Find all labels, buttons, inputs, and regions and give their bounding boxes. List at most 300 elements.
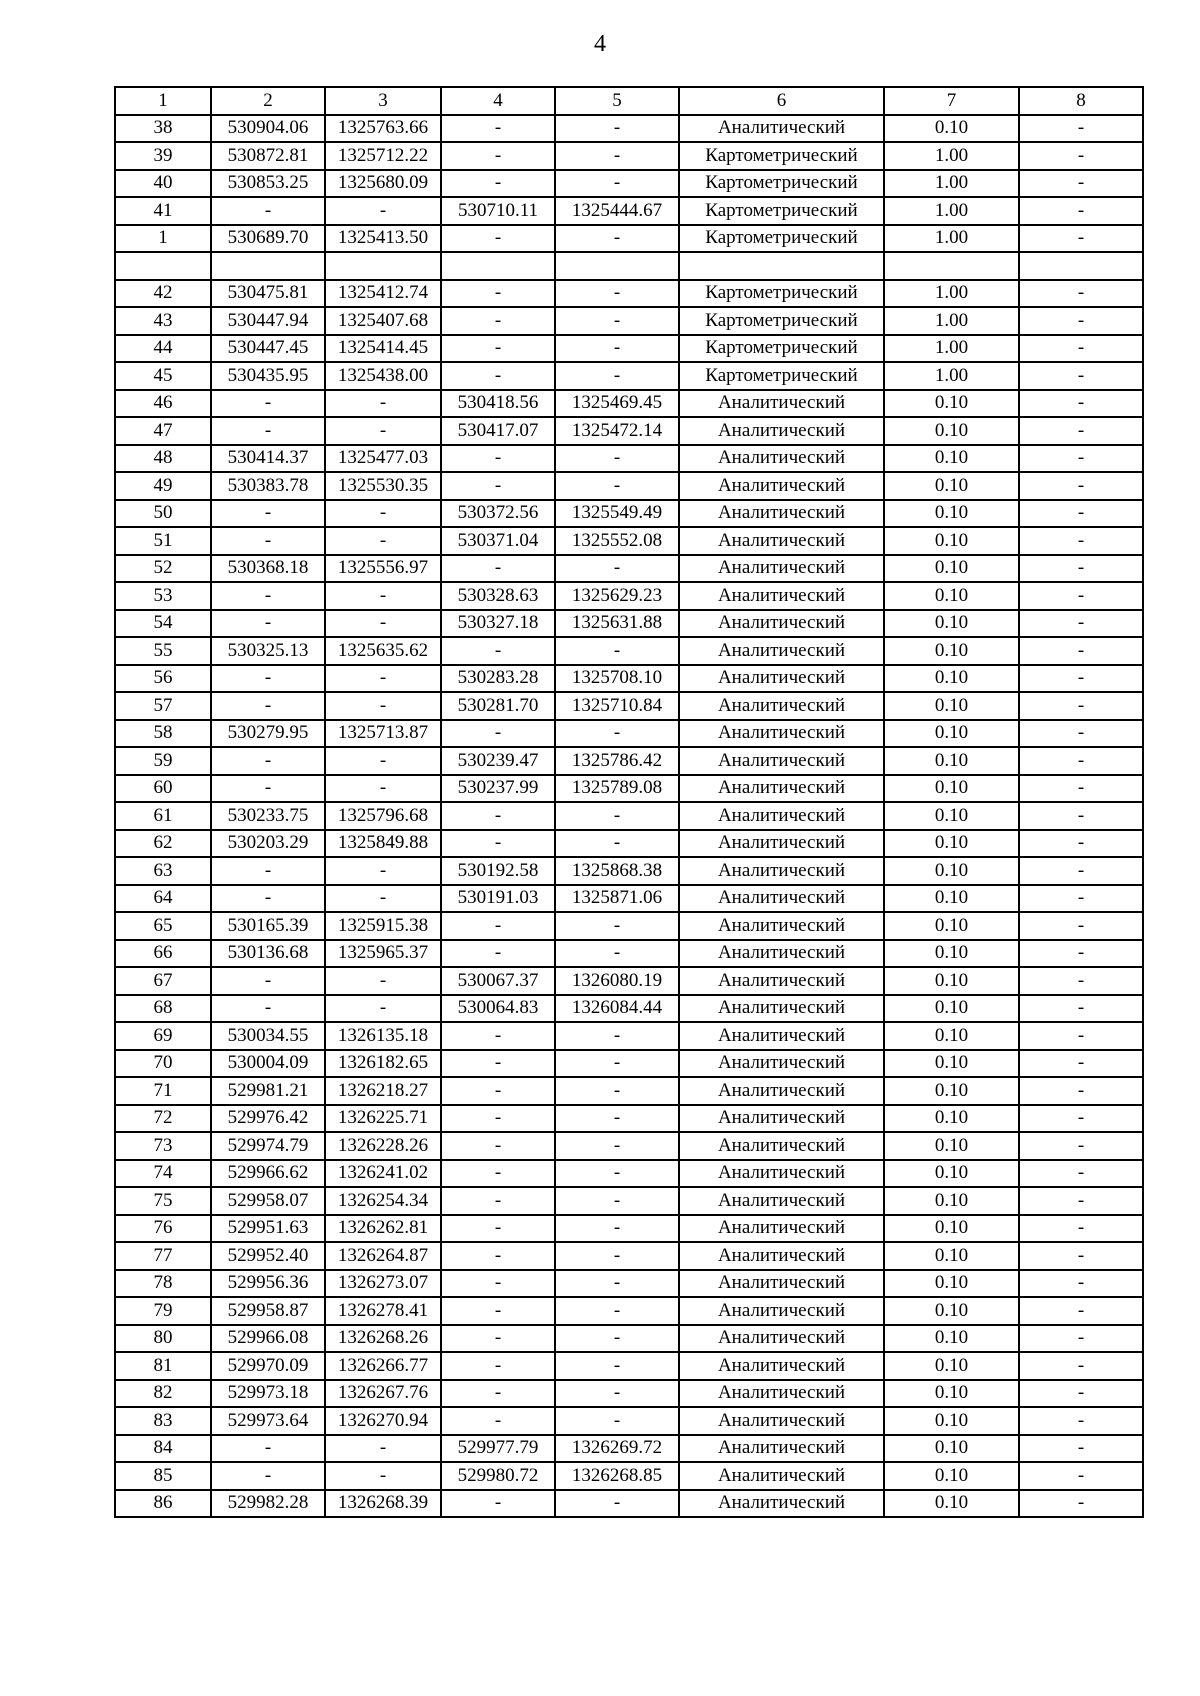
method-cell: Аналитический — [679, 1270, 884, 1298]
accuracy-cell: 0.10 — [884, 500, 1019, 528]
table-row — [115, 555, 1143, 583]
accuracy-cell: 0.10 — [884, 1270, 1019, 1298]
y-coordinate-cell: 1325849.88 — [325, 830, 441, 858]
note-cell: - — [1019, 1105, 1143, 1133]
x-coordinate-cell: - — [211, 885, 325, 913]
y-coordinate-cell: - — [325, 417, 441, 445]
method-cell: Аналитический — [679, 1407, 884, 1435]
table-row — [115, 500, 1143, 528]
method-cell: Аналитический — [679, 1462, 884, 1490]
note-cell: - — [1019, 830, 1143, 858]
table-row — [115, 280, 1143, 308]
y-coordinate-cell: 1325712.22 — [325, 142, 441, 170]
table-body — [115, 115, 1143, 1518]
table-row — [115, 445, 1143, 473]
table-row — [115, 582, 1143, 610]
y-coordinate-cell: 1326270.94 — [325, 1407, 441, 1435]
y-coordinate-alt-cell: - — [555, 335, 679, 363]
point-number-cell: 48 — [115, 445, 211, 473]
accuracy-cell: 0.10 — [884, 1242, 1019, 1270]
accuracy-cell: 0.10 — [884, 665, 1019, 693]
y-coordinate-alt-cell: - — [555, 1242, 679, 1270]
x-coordinate-alt-cell: 530327.18 — [441, 610, 555, 638]
x-coordinate-alt-cell: 529977.79 — [441, 1435, 555, 1463]
note-cell: - — [1019, 1407, 1143, 1435]
x-coordinate-alt-cell — [441, 252, 555, 280]
x-coordinate-cell: 530233.75 — [211, 802, 325, 830]
y-coordinate-cell: 1325477.03 — [325, 445, 441, 473]
x-coordinate-cell: 530325.13 — [211, 637, 325, 665]
y-coordinate-alt-cell: - — [555, 1407, 679, 1435]
x-coordinate-cell: 530414.37 — [211, 445, 325, 473]
x-coordinate-alt-cell: 530064.83 — [441, 995, 555, 1023]
point-number-cell: 68 — [115, 995, 211, 1023]
x-coordinate-alt-cell: - — [441, 1215, 555, 1243]
y-coordinate-cell: 1326264.87 — [325, 1242, 441, 1270]
note-cell: - — [1019, 775, 1143, 803]
note-cell: - — [1019, 1215, 1143, 1243]
point-number-cell: 51 — [115, 527, 211, 555]
method-cell: Аналитический — [679, 1297, 884, 1325]
table-row — [115, 1160, 1143, 1188]
x-coordinate-alt-cell: - — [441, 802, 555, 830]
point-number-cell: 57 — [115, 692, 211, 720]
x-coordinate-alt-cell: - — [441, 912, 555, 940]
accuracy-cell: 0.10 — [884, 1105, 1019, 1133]
y-coordinate-cell: - — [325, 692, 441, 720]
table-row — [115, 637, 1143, 665]
table-row — [115, 527, 1143, 555]
y-coordinate-cell: - — [325, 1435, 441, 1463]
table-row — [115, 335, 1143, 363]
x-coordinate-cell: 530165.39 — [211, 912, 325, 940]
table-row — [115, 1380, 1143, 1408]
point-number-cell: 86 — [115, 1490, 211, 1518]
x-coordinate-alt-cell: - — [441, 1352, 555, 1380]
note-cell: - — [1019, 500, 1143, 528]
accuracy-cell: 0.10 — [884, 1022, 1019, 1050]
x-coordinate-alt-cell: 530328.63 — [441, 582, 555, 610]
y-coordinate-alt-cell: - — [555, 1160, 679, 1188]
point-number-cell: 82 — [115, 1380, 211, 1408]
y-coordinate-cell: 1326267.76 — [325, 1380, 441, 1408]
y-coordinate-alt-cell: 1325549.49 — [555, 500, 679, 528]
table-row — [115, 225, 1143, 253]
table-row — [115, 1022, 1143, 1050]
y-coordinate-cell: - — [325, 857, 441, 885]
method-cell: Картометрический — [679, 335, 884, 363]
point-number-cell: 79 — [115, 1297, 211, 1325]
column-header-7: 7 — [884, 87, 1019, 115]
note-cell: - — [1019, 610, 1143, 638]
page-number: 4 — [594, 31, 606, 57]
x-coordinate-alt-cell: - — [441, 225, 555, 253]
y-coordinate-cell: - — [325, 967, 441, 995]
accuracy-cell: 0.10 — [884, 390, 1019, 418]
accuracy-cell: 0.10 — [884, 940, 1019, 968]
x-coordinate-alt-cell: - — [441, 637, 555, 665]
accuracy-cell: 0.10 — [884, 115, 1019, 143]
y-coordinate-alt-cell: 1325789.08 — [555, 775, 679, 803]
method-cell: Аналитический — [679, 445, 884, 473]
method-cell: Аналитический — [679, 1435, 884, 1463]
x-coordinate-cell: - — [211, 747, 325, 775]
y-coordinate-cell: - — [325, 665, 441, 693]
y-coordinate-cell: 1326218.27 — [325, 1077, 441, 1105]
note-cell: - — [1019, 1077, 1143, 1105]
x-coordinate-cell: - — [211, 1435, 325, 1463]
x-coordinate-alt-cell: - — [441, 1187, 555, 1215]
coordinates-table — [114, 86, 1144, 1518]
x-coordinate-alt-cell: 530417.07 — [441, 417, 555, 445]
method-cell: Аналитический — [679, 1160, 884, 1188]
table-row — [115, 995, 1143, 1023]
accuracy-cell: 0.10 — [884, 610, 1019, 638]
y-coordinate-alt-cell — [555, 252, 679, 280]
x-coordinate-cell: 529952.40 — [211, 1242, 325, 1270]
method-cell: Аналитический — [679, 830, 884, 858]
table-row — [115, 940, 1143, 968]
y-coordinate-alt-cell: 1325710.84 — [555, 692, 679, 720]
table-row — [115, 857, 1143, 885]
method-cell: Аналитический — [679, 857, 884, 885]
table-row — [115, 912, 1143, 940]
y-coordinate-alt-cell: - — [555, 472, 679, 500]
x-coordinate-cell: 529958.07 — [211, 1187, 325, 1215]
method-cell: Аналитический — [679, 610, 884, 638]
method-cell: Аналитический — [679, 1242, 884, 1270]
y-coordinate-cell: - — [325, 610, 441, 638]
accuracy-cell: 0.10 — [884, 1407, 1019, 1435]
table-row — [115, 1435, 1143, 1463]
note-cell: - — [1019, 1490, 1143, 1518]
accuracy-cell: 1.00 — [884, 335, 1019, 363]
method-cell: Картометрический — [679, 307, 884, 335]
point-number-cell: 1 — [115, 225, 211, 253]
accuracy-cell: 1.00 — [884, 280, 1019, 308]
point-number-cell: 41 — [115, 197, 211, 225]
y-coordinate-alt-cell: - — [555, 802, 679, 830]
y-coordinate-alt-cell: - — [555, 1132, 679, 1160]
method-cell: Аналитический — [679, 1187, 884, 1215]
table-row — [115, 830, 1143, 858]
point-number-cell: 59 — [115, 747, 211, 775]
point-number-cell: 50 — [115, 500, 211, 528]
note-cell: - — [1019, 802, 1143, 830]
y-coordinate-cell: 1326228.26 — [325, 1132, 441, 1160]
y-coordinate-alt-cell: - — [555, 115, 679, 143]
x-coordinate-cell: 530689.70 — [211, 225, 325, 253]
accuracy-cell: 0.10 — [884, 582, 1019, 610]
point-number-cell: 71 — [115, 1077, 211, 1105]
note-cell: - — [1019, 720, 1143, 748]
x-coordinate-cell: 530872.81 — [211, 142, 325, 170]
note-cell: - — [1019, 115, 1143, 143]
x-coordinate-cell: - — [211, 995, 325, 1023]
point-number-cell: 55 — [115, 637, 211, 665]
column-header-8: 8 — [1019, 87, 1143, 115]
note-cell: - — [1019, 1325, 1143, 1353]
x-coordinate-cell: - — [211, 665, 325, 693]
method-cell: Аналитический — [679, 1050, 884, 1078]
y-coordinate-alt-cell: - — [555, 1297, 679, 1325]
note-cell: - — [1019, 472, 1143, 500]
table-row — [115, 1270, 1143, 1298]
y-coordinate-alt-cell: 1325552.08 — [555, 527, 679, 555]
x-coordinate-alt-cell: - — [441, 1407, 555, 1435]
x-coordinate-alt-cell: - — [441, 1380, 555, 1408]
x-coordinate-cell: - — [211, 417, 325, 445]
note-cell: - — [1019, 1270, 1143, 1298]
method-cell: Аналитический — [679, 940, 884, 968]
accuracy-cell: 0.10 — [884, 830, 1019, 858]
point-number-cell: 56 — [115, 665, 211, 693]
x-coordinate-alt-cell: 530067.37 — [441, 967, 555, 995]
point-number-cell: 43 — [115, 307, 211, 335]
note-cell: - — [1019, 1297, 1143, 1325]
y-coordinate-cell: 1325635.62 — [325, 637, 441, 665]
table-row — [115, 802, 1143, 830]
y-coordinate-alt-cell: 1325708.10 — [555, 665, 679, 693]
point-number-cell: 38 — [115, 115, 211, 143]
y-coordinate-cell: - — [325, 885, 441, 913]
y-coordinate-cell: 1325413.50 — [325, 225, 441, 253]
note-cell: - — [1019, 1242, 1143, 1270]
method-cell: Аналитический — [679, 747, 884, 775]
x-coordinate-cell: 530034.55 — [211, 1022, 325, 1050]
x-coordinate-cell: 530368.18 — [211, 555, 325, 583]
accuracy-cell: 1.00 — [884, 197, 1019, 225]
y-coordinate-alt-cell: 1325629.23 — [555, 582, 679, 610]
y-coordinate-cell: - — [325, 995, 441, 1023]
x-coordinate-alt-cell: 530283.28 — [441, 665, 555, 693]
method-cell: Аналитический — [679, 720, 884, 748]
x-coordinate-alt-cell: 530281.70 — [441, 692, 555, 720]
table-row — [115, 417, 1143, 445]
note-cell: - — [1019, 555, 1143, 583]
note-cell: - — [1019, 197, 1143, 225]
accuracy-cell: 0.10 — [884, 857, 1019, 885]
table-row — [115, 1187, 1143, 1215]
note-cell: - — [1019, 1132, 1143, 1160]
x-coordinate-alt-cell: - — [441, 940, 555, 968]
method-cell: Картометрический — [679, 197, 884, 225]
accuracy-cell: 0.10 — [884, 1160, 1019, 1188]
note-cell: - — [1019, 1050, 1143, 1078]
y-coordinate-alt-cell: - — [555, 170, 679, 198]
y-coordinate-alt-cell: - — [555, 445, 679, 473]
x-coordinate-alt-cell: - — [441, 720, 555, 748]
accuracy-cell: 1.00 — [884, 225, 1019, 253]
x-coordinate-cell: 529956.36 — [211, 1270, 325, 1298]
y-coordinate-cell: 1325407.68 — [325, 307, 441, 335]
method-cell: Аналитический — [679, 912, 884, 940]
column-header-1: 1 — [115, 87, 211, 115]
note-cell: - — [1019, 967, 1143, 995]
y-coordinate-cell: 1326241.02 — [325, 1160, 441, 1188]
note-cell: - — [1019, 885, 1143, 913]
x-coordinate-cell: 530475.81 — [211, 280, 325, 308]
y-coordinate-cell: - — [325, 500, 441, 528]
method-cell: Аналитический — [679, 390, 884, 418]
x-coordinate-alt-cell: - — [441, 362, 555, 390]
table-row — [115, 115, 1143, 143]
accuracy-cell: 0.10 — [884, 417, 1019, 445]
y-coordinate-cell: 1325796.68 — [325, 802, 441, 830]
accuracy-cell: 0.10 — [884, 1077, 1019, 1105]
accuracy-cell: 0.10 — [884, 1050, 1019, 1078]
y-coordinate-alt-cell: - — [555, 362, 679, 390]
method-cell: Аналитический — [679, 775, 884, 803]
y-coordinate-alt-cell: 1326268.85 — [555, 1462, 679, 1490]
column-header-2: 2 — [211, 87, 325, 115]
note-cell: - — [1019, 857, 1143, 885]
note-cell: - — [1019, 1462, 1143, 1490]
table-row — [115, 1132, 1143, 1160]
x-coordinate-alt-cell: - — [441, 472, 555, 500]
method-cell: Аналитический — [679, 115, 884, 143]
point-number-cell: 53 — [115, 582, 211, 610]
point-number-cell: 85 — [115, 1462, 211, 1490]
x-coordinate-cell: 529976.42 — [211, 1105, 325, 1133]
x-coordinate-alt-cell: - — [441, 1297, 555, 1325]
accuracy-cell: 0.10 — [884, 912, 1019, 940]
column-header-4: 4 — [441, 87, 555, 115]
x-coordinate-cell: - — [211, 692, 325, 720]
table-row — [115, 362, 1143, 390]
note-cell: - — [1019, 665, 1143, 693]
x-coordinate-cell: - — [211, 197, 325, 225]
x-coordinate-alt-cell: - — [441, 445, 555, 473]
accuracy-cell: 1.00 — [884, 170, 1019, 198]
x-coordinate-cell: 529981.21 — [211, 1077, 325, 1105]
method-cell: Картометрический — [679, 142, 884, 170]
y-coordinate-alt-cell: - — [555, 307, 679, 335]
table-row — [115, 197, 1143, 225]
x-coordinate-alt-cell: 530192.58 — [441, 857, 555, 885]
y-coordinate-cell: - — [325, 582, 441, 610]
table-row — [115, 472, 1143, 500]
accuracy-cell: 0.10 — [884, 472, 1019, 500]
table-row — [115, 307, 1143, 335]
y-coordinate-alt-cell: - — [555, 830, 679, 858]
method-cell: Картометрический — [679, 170, 884, 198]
x-coordinate-cell: - — [211, 500, 325, 528]
accuracy-cell: 0.10 — [884, 1435, 1019, 1463]
x-coordinate-alt-cell: - — [441, 1160, 555, 1188]
table-row — [115, 1242, 1143, 1270]
y-coordinate-cell: 1325530.35 — [325, 472, 441, 500]
accuracy-cell: 0.10 — [884, 747, 1019, 775]
accuracy-cell — [884, 252, 1019, 280]
method-cell: Аналитический — [679, 500, 884, 528]
x-coordinate-alt-cell: - — [441, 1022, 555, 1050]
accuracy-cell: 0.10 — [884, 692, 1019, 720]
y-coordinate-cell: - — [325, 527, 441, 555]
point-number-cell: 73 — [115, 1132, 211, 1160]
note-cell: - — [1019, 417, 1143, 445]
column-header-6: 6 — [679, 87, 884, 115]
x-coordinate-alt-cell: 530191.03 — [441, 885, 555, 913]
y-coordinate-alt-cell: - — [555, 1077, 679, 1105]
x-coordinate-alt-cell: - — [441, 1132, 555, 1160]
accuracy-cell: 0.10 — [884, 1462, 1019, 1490]
method-cell: Аналитический — [679, 527, 884, 555]
y-coordinate-cell: 1325412.74 — [325, 280, 441, 308]
y-coordinate-alt-cell: - — [555, 1187, 679, 1215]
note-cell: - — [1019, 940, 1143, 968]
point-number-cell: 72 — [115, 1105, 211, 1133]
accuracy-cell: 0.10 — [884, 1132, 1019, 1160]
x-coordinate-cell: 529958.87 — [211, 1297, 325, 1325]
point-number-cell: 78 — [115, 1270, 211, 1298]
point-number-cell: 67 — [115, 967, 211, 995]
point-number-cell: 69 — [115, 1022, 211, 1050]
table-row — [115, 665, 1143, 693]
y-coordinate-alt-cell: - — [555, 1490, 679, 1518]
table-row — [115, 1105, 1143, 1133]
table-row — [115, 142, 1143, 170]
point-number-cell: 83 — [115, 1407, 211, 1435]
point-number-cell: 44 — [115, 335, 211, 363]
y-coordinate-alt-cell: - — [555, 1352, 679, 1380]
method-cell: Аналитический — [679, 802, 884, 830]
x-coordinate-cell: 530203.29 — [211, 830, 325, 858]
x-coordinate-alt-cell: 530237.99 — [441, 775, 555, 803]
note-cell: - — [1019, 912, 1143, 940]
y-coordinate-cell: - — [325, 197, 441, 225]
point-number-cell: 52 — [115, 555, 211, 583]
y-coordinate-alt-cell: - — [555, 555, 679, 583]
point-number-cell — [115, 252, 211, 280]
point-number-cell: 65 — [115, 912, 211, 940]
x-coordinate-cell: 529973.64 — [211, 1407, 325, 1435]
accuracy-cell: 0.10 — [884, 445, 1019, 473]
y-coordinate-cell: 1325965.37 — [325, 940, 441, 968]
x-coordinate-cell: - — [211, 390, 325, 418]
method-cell: Аналитический — [679, 1022, 884, 1050]
note-cell: - — [1019, 1187, 1143, 1215]
table-row — [115, 885, 1143, 913]
note-cell: - — [1019, 582, 1143, 610]
method-cell: Картометрический — [679, 362, 884, 390]
method-cell: Аналитический — [679, 472, 884, 500]
accuracy-cell: 0.10 — [884, 802, 1019, 830]
point-number-cell: 49 — [115, 472, 211, 500]
x-coordinate-alt-cell: - — [441, 115, 555, 143]
method-cell: Аналитический — [679, 417, 884, 445]
x-coordinate-cell: 530383.78 — [211, 472, 325, 500]
x-coordinate-alt-cell: 530372.56 — [441, 500, 555, 528]
table-row — [115, 1215, 1143, 1243]
x-coordinate-alt-cell: - — [441, 1270, 555, 1298]
y-coordinate-alt-cell: 1325444.67 — [555, 197, 679, 225]
accuracy-cell: 0.10 — [884, 637, 1019, 665]
y-coordinate-cell: 1325713.87 — [325, 720, 441, 748]
accuracy-cell: 0.10 — [884, 720, 1019, 748]
point-number-cell: 62 — [115, 830, 211, 858]
y-coordinate-alt-cell: 1325871.06 — [555, 885, 679, 913]
point-number-cell: 40 — [115, 170, 211, 198]
y-coordinate-alt-cell: - — [555, 940, 679, 968]
table-row — [115, 390, 1143, 418]
point-number-cell: 74 — [115, 1160, 211, 1188]
y-coordinate-alt-cell: - — [555, 637, 679, 665]
method-cell: Аналитический — [679, 995, 884, 1023]
accuracy-cell: 0.10 — [884, 555, 1019, 583]
x-coordinate-cell: 529966.08 — [211, 1325, 325, 1353]
point-number-cell: 84 — [115, 1435, 211, 1463]
